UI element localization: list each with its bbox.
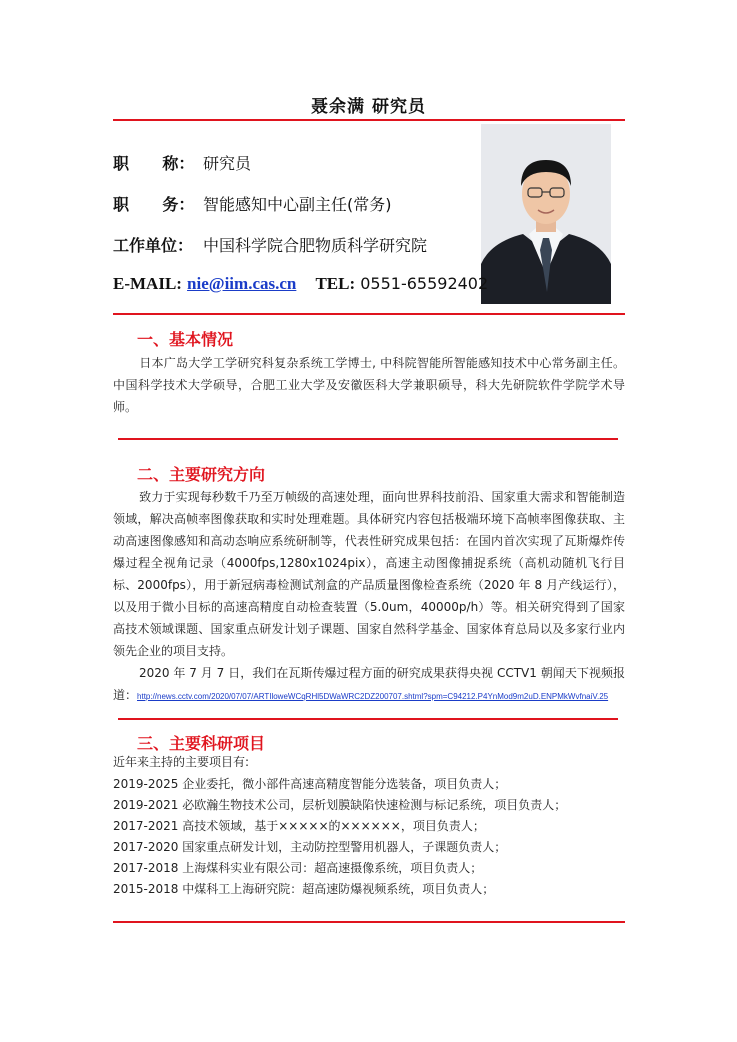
project-item: 2015-2018 中煤科工上海研究院：超高速防爆视频系统，项目负责人； (113, 882, 495, 896)
contact-row (113, 274, 488, 294)
title-value: 研究员 (203, 154, 252, 173)
project-item: 2017-2020 国家重点研发计划，主动防控型警用机器人，子课题负责人； (113, 840, 507, 854)
research-text-1: 致力于实现每秒数千乃至万帧级的高速处理，面向世界科技前沿、国家重大需求和智能制造领域，解决高帧率图像获取和实时处理难题。具体研究内容包括极端环境下高帧率图像获取、主动高速图像感知和高动态响应系统研制等，代表性研究成果包括：在国内首次实现了瓦斯爆炸传爆过程全视角记录（4000fps,1280x1024pix），高速主动图像捕捉系统（高机动随机飞行目标、2000fps），用于新冠病毒检测试剂盒的产品质量图像检查系统（2020 年 8 月产线运行），以及用于微小目标的高速高精度自动检查装置（5.0um，40000p/h）等。相关研究得到了国家高技术领域课题、国家重点研发计划子课题、国家自然科学基金、国家体育总局以及多家行业内领先企业的项目支持。 (113, 490, 625, 658)
cctv-report-link[interactable]: http://news.cctv.com/2020/07/07/ARTIloweWCqRHl5DWaWRC2DZ200707.shtml?spm=C94212.P4YnMod9m2uD.ENPMkWvfnaiV.25 (137, 692, 609, 701)
field-unit (113, 233, 427, 256)
basic-divider (118, 438, 618, 440)
research-text-2: 2020 年 7 月 7 日，我们在瓦斯传爆过程方面的研究成果获得央视 CCTV1 朝闻天下视频报道： (113, 666, 625, 702)
section-basic-text (113, 352, 625, 418)
section-projects-heading: 三、主要科研项目 (137, 734, 266, 753)
duty-value: 智能感知中心副主任(常务) (203, 195, 392, 214)
tel-label: TEL: (315, 274, 356, 293)
project-item: 2017-2018 上海煤科实业有限公司：超高速摄像系统，项目负责人； (113, 861, 483, 875)
project-item: 2017-2021 高技术领域，基于×××××的××××××，项目负责人； (113, 819, 485, 833)
section-research-heading: 二、主要研究方向 (137, 465, 266, 484)
email-link[interactable]: nie@iim.cas.cn (187, 274, 297, 293)
profile-photo (481, 124, 611, 304)
basic-text: 日本广岛大学工学研究科复杂系统工学博士, 中科院智能所智能感知技术中心常务副主任。中国科学技术大学硕导，合肥工业大学及安徽医科大学兼职硕导，科大先研院软件学院学术导师。 (113, 356, 625, 414)
title-label: 职 称： (113, 154, 195, 173)
project-item: 2019-2025 企业委托，微小部件高速高精度智能分选装备，项目负责人； (113, 777, 507, 791)
research-divider (118, 718, 618, 720)
email-label: E-MAIL: (113, 274, 182, 293)
field-duty (113, 192, 392, 215)
page-title: 聂余满 研究员 (311, 97, 426, 117)
section-basic-heading: 一、基本情况 (137, 330, 234, 349)
duty-label: 职 务： (113, 195, 195, 214)
project-item: 2019-2021 必欧瀚生物技术公司，层析划膜缺陷快速检测与标记系统，项目负责人； (113, 798, 567, 812)
section-research-text (113, 486, 625, 708)
project-list (113, 774, 566, 900)
title-divider (113, 119, 625, 121)
tel-value: 0551-65592402 (360, 274, 489, 293)
profile-divider (113, 313, 625, 315)
projects-divider (113, 921, 625, 923)
unit-value: 中国科学院合肥物质科学研究院 (203, 236, 428, 255)
projects-intro: 近年来主持的主要项目有: (113, 755, 250, 769)
field-title (113, 151, 251, 174)
unit-label: 工作单位： (113, 236, 194, 255)
